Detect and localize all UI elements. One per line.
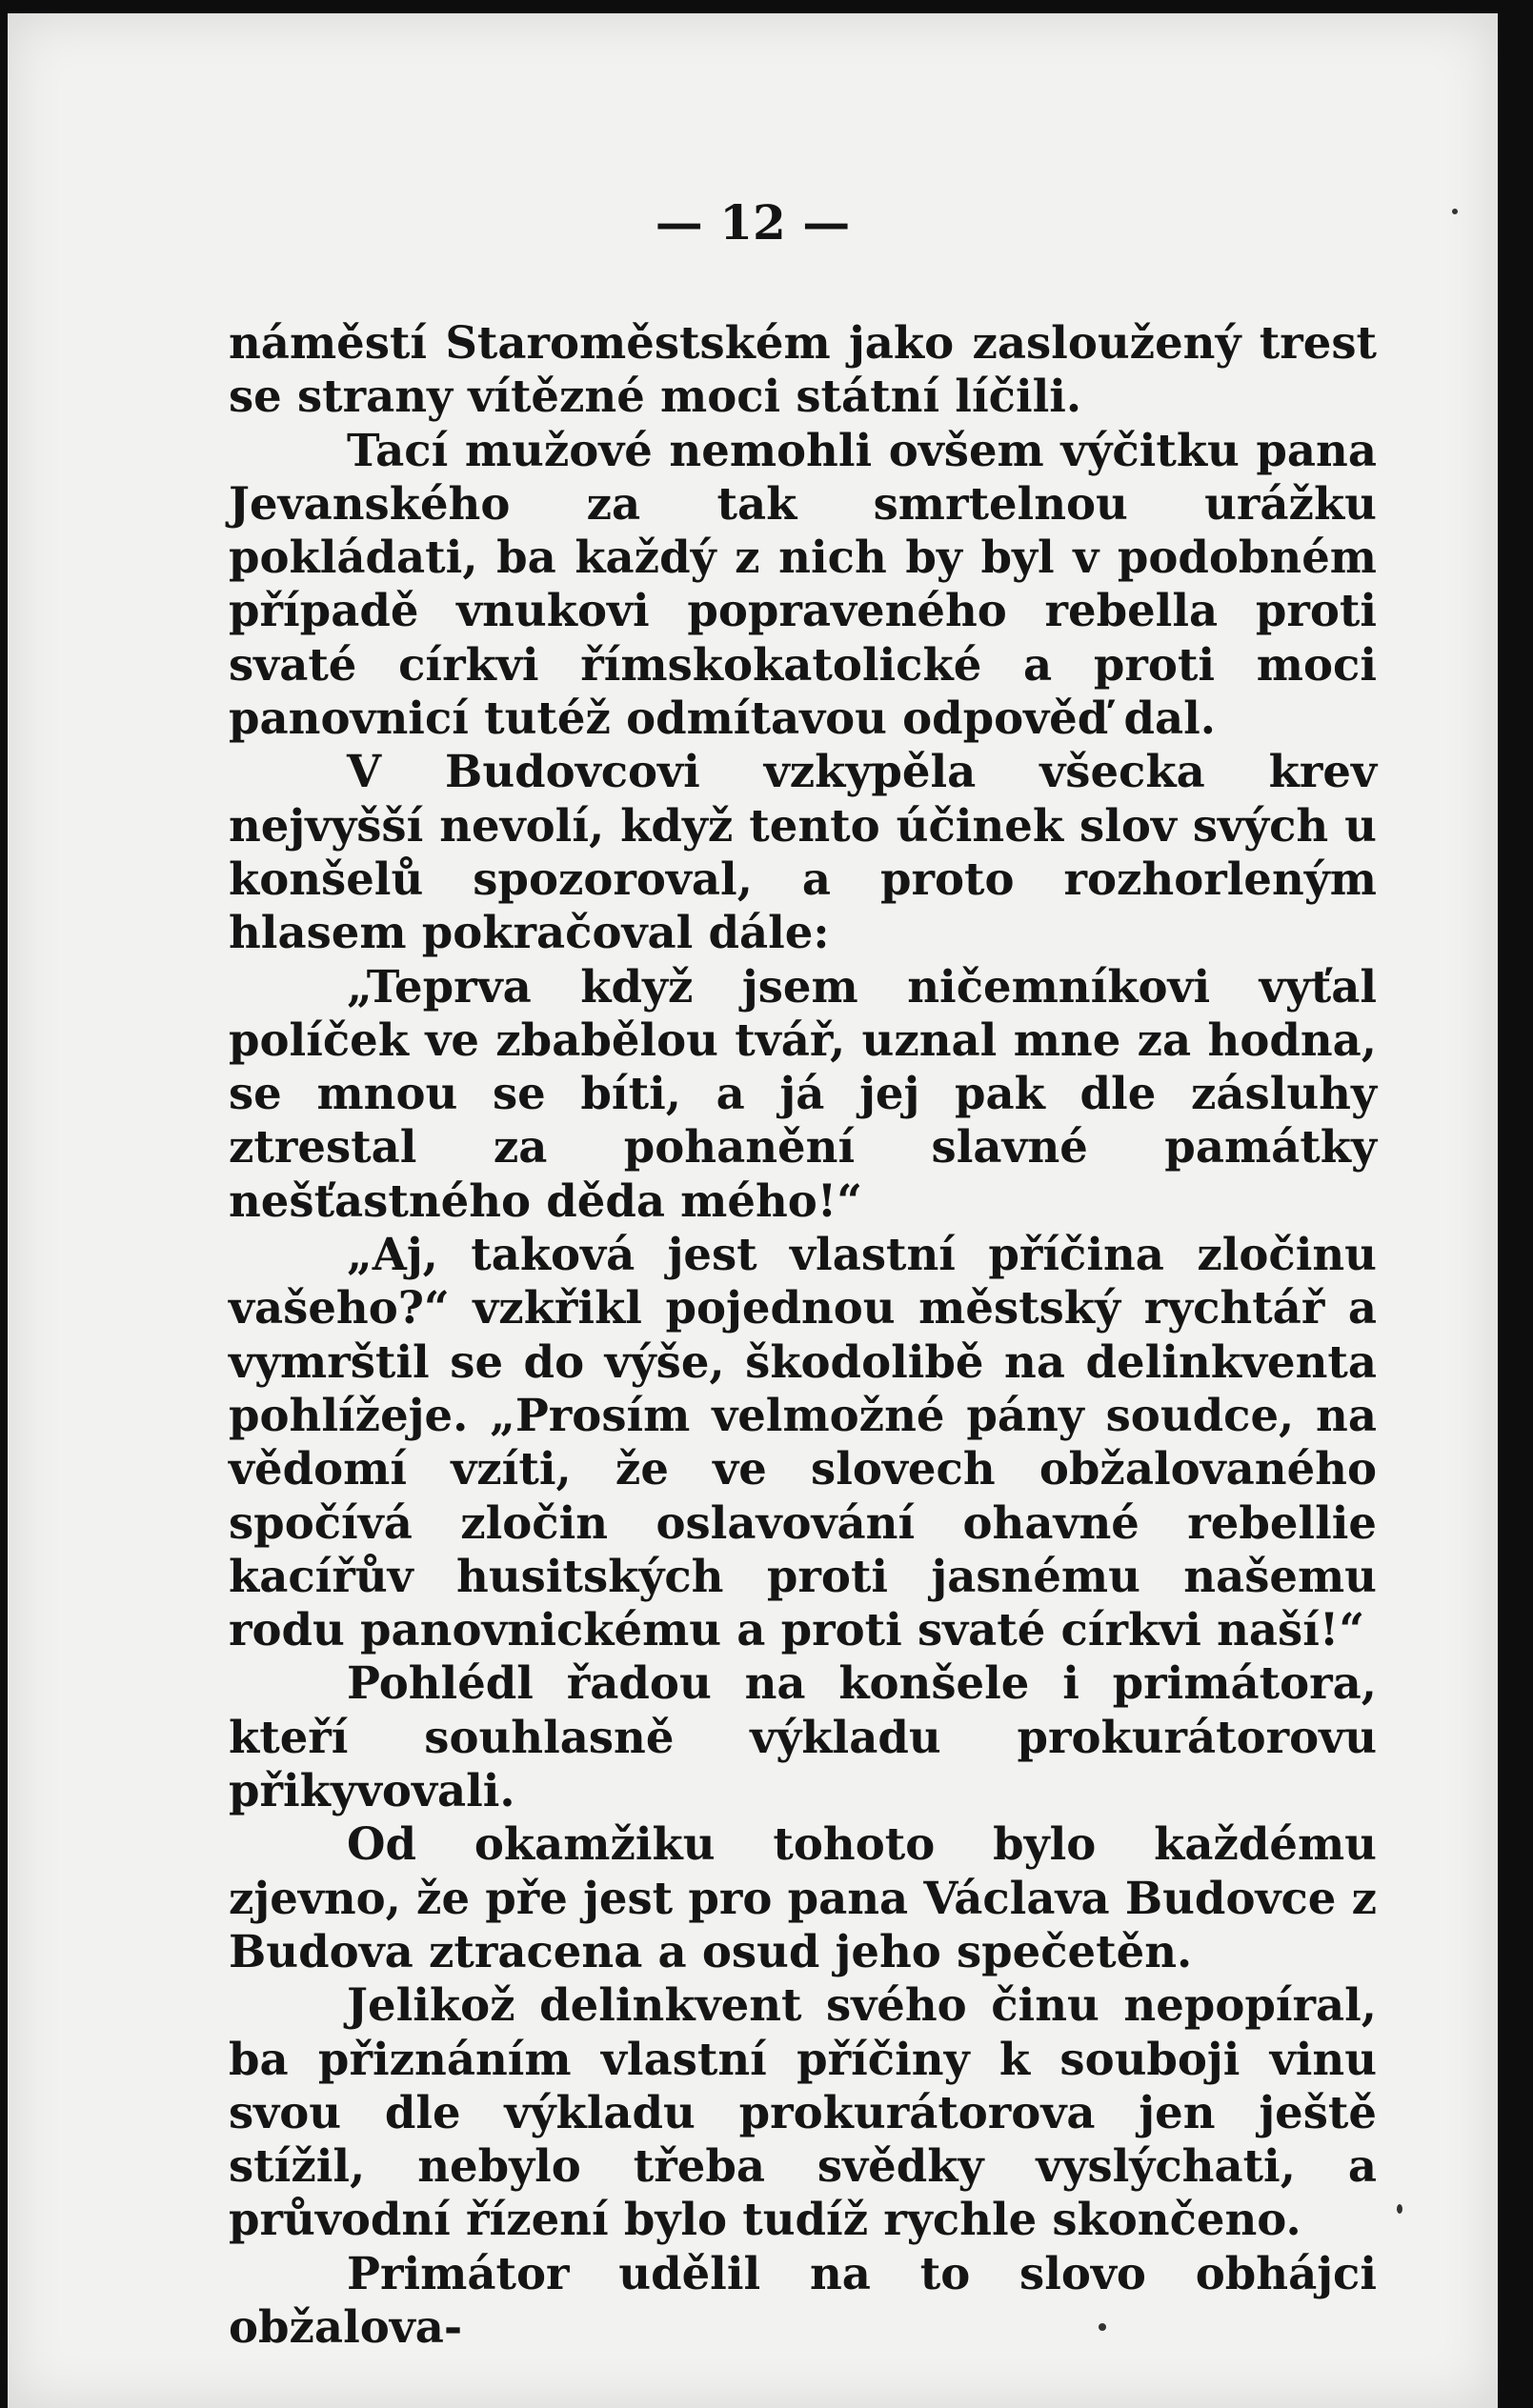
dust-speck bbox=[1099, 2323, 1106, 2331]
paragraph: náměstí Staroměstském jako zasloužený trest se strany vítězné moci státní líčili. bbox=[229, 316, 1377, 423]
paragraph: „Aj, taková jest vlastní příčina zločinu vašeho?“ vzkřikl pojednou městský rychtář a vymrštil se do výše, škodolibě na delinkventa pohlížeje. „Prosím velmožné pány soudce, na vědomí vzíti, že ve slovech obžalovaného spočívá zločin oslavování ohavné rebellie kacířův husitských proti jasnému našemu rodu panovnickému a proti svaté církvi naší!“ bbox=[229, 1228, 1377, 1656]
paragraph: Od okamžiku tohoto bylo každému zjevno, že pře jest pro pana Václava Budovce z Budova ztracena a osud jeho spečetěn. bbox=[229, 1817, 1377, 1977]
paragraph: Primátor udělil na to slovo obhájci obžalova- bbox=[229, 2246, 1377, 2353]
paragraph: Tací mužové nemohli ovšem výčitku pana Jevanského za tak smrtelnou urážku pokládati, ba každý z nich by byl v podobném případě vnukovi popraveného rebella proti svaté církvi římskokatolické a proti moci panovnicí tutéž odmítavou odpověď dal. bbox=[229, 423, 1377, 745]
page-number: — 12 — bbox=[655, 194, 851, 251]
book-page bbox=[8, 13, 1498, 2408]
paragraph: Jelikož delinkvent svého činu nepopíral, ba přiznáním vlastní příčiny k souboji vinu svou dle výkladu prokurátorova jen ještě stížil, nebylo třeba svědky vyslýchati, a průvodní řízení bylo tudíž rychle skončeno. bbox=[229, 1978, 1377, 2246]
paragraph: V Budovcovi vzkypěla všecka krev nejvyšší nevolí, když tento účinek slov svých u konšelů spozoroval, a proto rozhorleným hlasem pokračoval dále: bbox=[229, 745, 1377, 959]
dust-speck bbox=[1397, 2204, 1402, 2214]
body-text bbox=[229, 316, 1377, 2354]
paragraph: Pohlédl řadou na konšele i primátora, kteří souhlasně výkladu prokurátorovu přikyvovali. bbox=[229, 1656, 1377, 1817]
paragraph: „Teprva když jsem ničemníkovi vyťal políček ve zbabělou tvář, uznal mne za hodna, se mnou se bíti, a já jej pak dle zásluhy ztrestal za pohanění slavné památky nešťastného děda mého!“ bbox=[229, 959, 1377, 1227]
dust-speck bbox=[1452, 209, 1458, 214]
